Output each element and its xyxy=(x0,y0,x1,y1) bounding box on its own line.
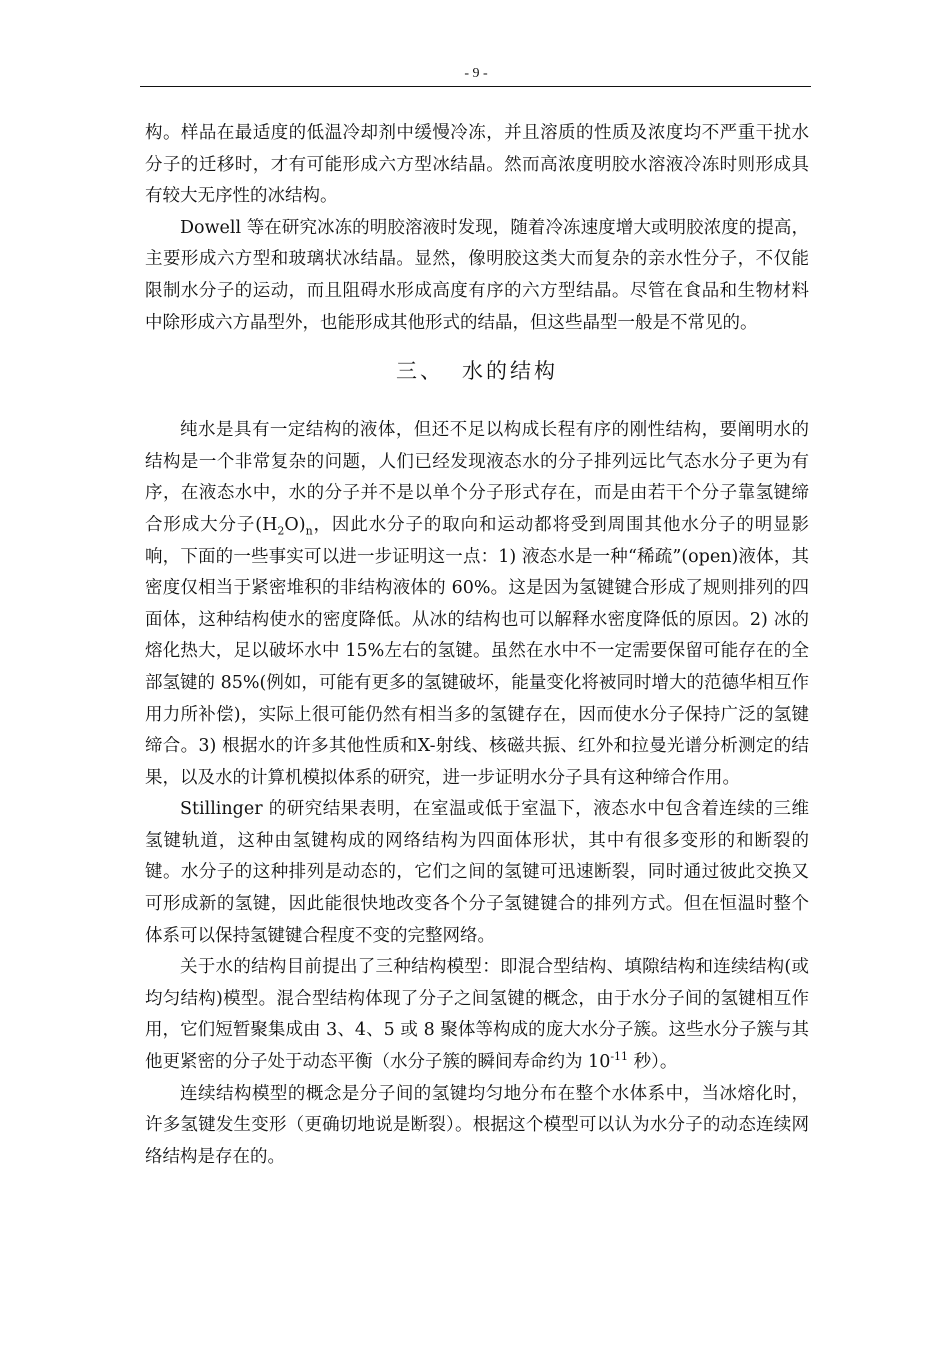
section-heading xyxy=(145,351,809,391)
subscript-2: 2 xyxy=(277,524,285,538)
section-numeral: 三、 xyxy=(396,359,444,384)
paragraph-5-part-a: 关于水的结构目前提出了三种结构模型：即混合型结构、填隙结构和连续结构(或均匀结构)模型。混合型结构体现了分子之间氢键的概念，由于水分子间的氢键相互作用，它们短暂聚集成由 3、4、5 或 8 聚体等构成的庞大水分子簇。这些水分子簇与其他更紧密的分子处于动态平衡（水分子簇的瞬间寿命约为 10 xyxy=(145,957,809,1073)
superscript-exponent: -11 xyxy=(610,1050,629,1064)
paragraph-3-part-a: 纯水是具有一定结构的液体，但还不足以构成长程有序的刚性结构，要阐明水的结构是一个非常复杂的问题，人们已经发现液态水的分子排列远比气态水分子更为有序，在液态水中，水的分子并不是以单个分子形式存在，而是由若干个分子靠氢键缔合形成大分子(H xyxy=(145,420,809,535)
subscript-n: n xyxy=(305,524,313,538)
paragraph-3-part-b: O) xyxy=(284,514,306,535)
paragraph-4: Stillinger 的研究结果表明，在室温或低于室温下，液态水中包含着连续的三维氢键轨道，这种由氢键构成的网络结构为四面体形状，其中有很多变形的和断裂的键。水分子的这种排列是动态的，它们之间的氢键可迅速断裂，同时通过彼此交换又可形成新的氢键，因此能很快地改变各个分子氢键键合的排列方式。但在恒温时整个体系可以保持氢键键合程度不变的完整网络。 xyxy=(145,799,809,946)
page-body xyxy=(145,118,809,1173)
paragraph-2: Dowell 等在研究冰冻的明胶溶液时发现，随着冷冻速度增大或明胶浓度的提高，主要形成六方型和玻璃状冰结晶。显然，像明胶这类大而复杂的亲水性分子，不仅能限制水分子的运动，而且阻碍水形成高度有序的六方型结晶。尽管在食品和生物材料中除形成六方晶型外，也能形成其他形式的结晶，但这些晶型一般是不常见的。 xyxy=(145,217,809,333)
paragraph-5-part-b: 秒）。 xyxy=(628,1052,678,1073)
header-rule xyxy=(140,86,811,87)
paragraph-1: 构。样品在最适度的低温冷却剂中缓慢冷冻，并且溶质的性质及浓度均不严重干扰水分子的迁移时，才有可能形成六方型冰结晶。然而高浓度明胶水溶液冷冻时则形成具有较大无序性的冰结构。 xyxy=(145,123,809,207)
page-number: - 9 - xyxy=(464,66,488,81)
section-title: 水的结构 xyxy=(462,359,558,384)
paragraph-3 xyxy=(145,415,809,794)
paragraph-5 xyxy=(145,952,809,1078)
paragraph-3-part-c: ，因此水分子的取向和运动都将受到周围其他水分子的明显影响，下面的一些事实可以进一步证明这一点：1) 液态水是一种“稀疏”(open)液体，其密度仅相当于紧密堆积的非结构液体的 60%。这是因为氢键键合形成了规则排列的四面体，这种结构使水的密度降低。从冰的结构也可以解释水密度降低的原因。2) 冰的熔化热大，足以破坏水中 15%左右的氢键。虽然在水中不一定需要保留可能存在的全部氢键的 85%(例如，可能有更多的氢键破坏，能量变化将被同时增大的范德华相互作用力所补偿)，实际上很可能仍然有相当多的氢键存在，因而使水分子保持广泛的氢键缔合。3) 根据水的许多其他性质和X-射线、核磁共振、红外和拉曼光谱分析测定的结果，以及水的计算机模拟体系的研究，进一步证明水分子具有这种缔合作用。 xyxy=(145,514,809,788)
paragraph-6: 连续结构模型的概念是分子间的氢键均匀地分布在整个水体系中，当冰熔化时，许多氢键发生变形（更确切地说是断裂）。根据这个模型可以认为水分子的动态连续网络结构是存在的。 xyxy=(145,1083,809,1167)
